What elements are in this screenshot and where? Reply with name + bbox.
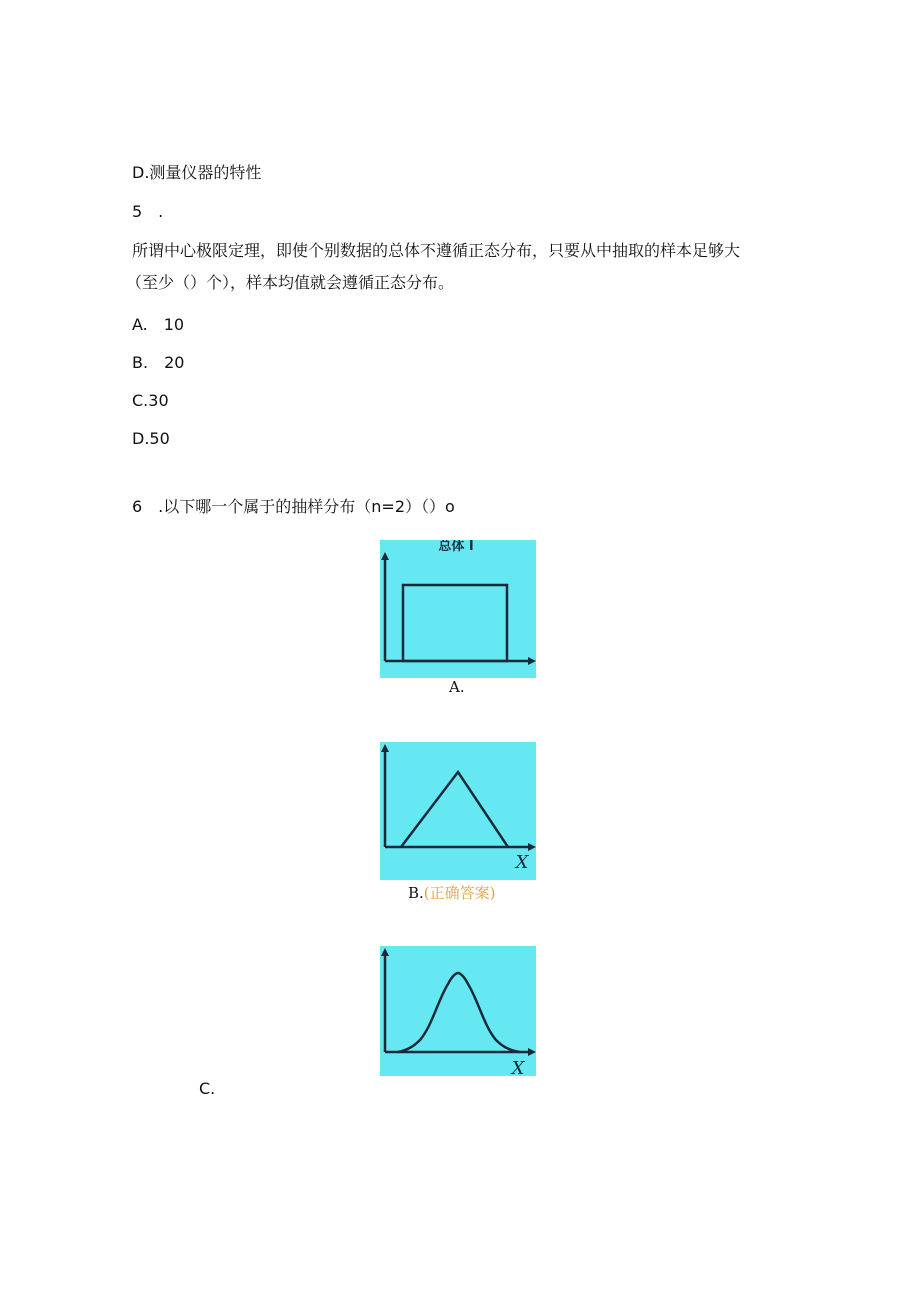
figure-b-x-label: X — [515, 852, 529, 873]
figure-c-background — [380, 946, 536, 1076]
figure-b-graph — [380, 742, 536, 880]
figure-b-caption — [408, 882, 496, 903]
figure-c[interactable] — [380, 946, 536, 1076]
figure-a-title: 总体 I — [438, 540, 474, 554]
figure-a[interactable] — [380, 540, 536, 678]
figure-c-graph — [380, 946, 536, 1076]
prev-option-d: D.测量仪器的特性 — [132, 163, 262, 182]
q5-option-d[interactable]: D.50 — [132, 429, 170, 448]
q6-stem: 6 .以下哪一个属于的抽样分布（n=2）（）o — [132, 497, 455, 516]
figure-b-background — [380, 742, 536, 880]
figure-a-caption: A. — [449, 678, 465, 696]
q5-option-a[interactable]: A. 10 — [132, 315, 185, 334]
q5-option-b[interactable]: B. 20 — [132, 353, 185, 372]
figure-c-caption: C. — [199, 1079, 216, 1098]
q5-text-line1: 所谓中心极限定理，即使个别数据的总体不遵循正态分布，只要从中抽取的样本足够大 — [132, 241, 741, 260]
figure-a-graph — [380, 540, 536, 678]
q5-option-c[interactable]: C.30 — [132, 391, 169, 410]
q5-text-line2: （至少（）个），样本均值就会遵循正态分布。 — [126, 273, 455, 292]
figure-b-caption-prefix: B. — [408, 884, 424, 902]
figure-b-correct-answer-mark: (正确答案) — [423, 884, 496, 902]
q5-number: 5 . — [132, 202, 164, 221]
figure-b[interactable] — [380, 742, 536, 880]
figure-c-x-label: X — [511, 1058, 525, 1076]
